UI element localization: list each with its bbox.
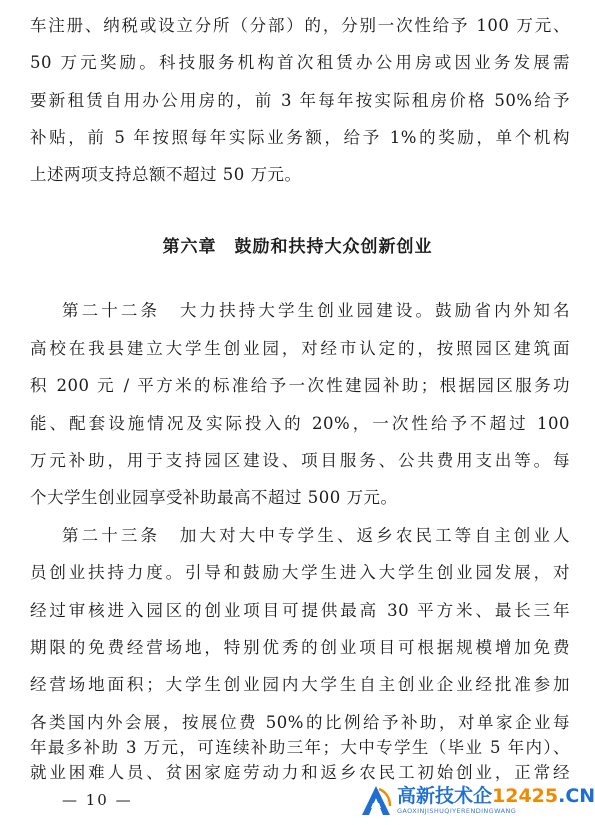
text-line: 万元补助，用于支持园区建设、项目服务、公共费用支出等。每 — [30, 451, 570, 470]
text-line: 就业困难人员、贫困家庭劳动力和返乡农民工初始创业，正常经 — [30, 763, 570, 782]
text-line: 个大学生创业园享受补助最高不超过 500 万元。 — [30, 488, 398, 507]
chapter-heading: 第六章 鼓励和扶持大众创新创业 — [162, 237, 433, 257]
text-line: 积 200 元 / 平方米的标准给予一次性建园补助；根据园区服务功 — [30, 376, 570, 395]
text-line: 员创业扶持力度。引导和鼓励大学生进入大学生创业园发展，对 — [30, 563, 570, 582]
text-line: 能、配套设施情况及实际投入的 20%，一次性给予不超过 100 — [30, 414, 570, 433]
watermark-brand — [397, 787, 595, 806]
page-number: — 10 — — [62, 791, 133, 809]
text-line: 各类国内外会展，按展位费 50%的比例给予补助，对单家企业每 — [30, 713, 570, 732]
text-line: 年最多补助 3 万元，可连续补助三年；大中专学生（毕业 5 年内）、 — [30, 738, 570, 757]
text-line: 高校在我县建立大学生创业园，对经市认定的，按照园区建筑面 — [30, 339, 570, 358]
watermark-brand-main: 高新技术企 — [397, 785, 493, 808]
text-line: 期限的免费经营场地，特别优秀的创业项目可根据规模增加免费 — [30, 638, 570, 657]
text-line: 车注册、纳税或设立分所（分部）的，分别一次性给予 100 万元、 — [30, 16, 570, 35]
text-line: 第二十三条 加大对大中专学生、返乡农民工等自主创业人 — [62, 526, 570, 545]
site-watermark — [359, 781, 595, 821]
text-line: 经过审核进入园区的创业项目可提供最高 30 平方米、最长三年 — [30, 601, 570, 620]
watermark-brand-tail: .CN — [558, 785, 595, 808]
text-line: 上述两项支持总额不超过 50 万元。 — [30, 165, 302, 184]
watermark-brand-num: 12425 — [492, 785, 559, 808]
text-line: 补贴，前 5 年按照每年实际业务额，给予 1%的奖励，单个机构 — [30, 128, 570, 147]
text-line: 50 万元奖励。科技服务机构首次租赁办公用房或因业务发展需 — [30, 53, 570, 72]
watermark-text — [397, 787, 595, 815]
text-line: 第二十二条 大力扶持大学生创业园建设。鼓励省内外知名 — [62, 301, 570, 320]
letter-a-logo-icon — [359, 784, 393, 818]
text-line: 要新租赁自用办公用房的，前 3 年每年按实际租房价格 50%给予 — [30, 91, 570, 110]
text-line: 经营场地面积；大学生创业园内大学生自主创业企业经批准参加 — [30, 675, 570, 694]
watermark-subtitle: GAOXINJISHUQIYERENDINGWANG — [397, 807, 517, 816]
